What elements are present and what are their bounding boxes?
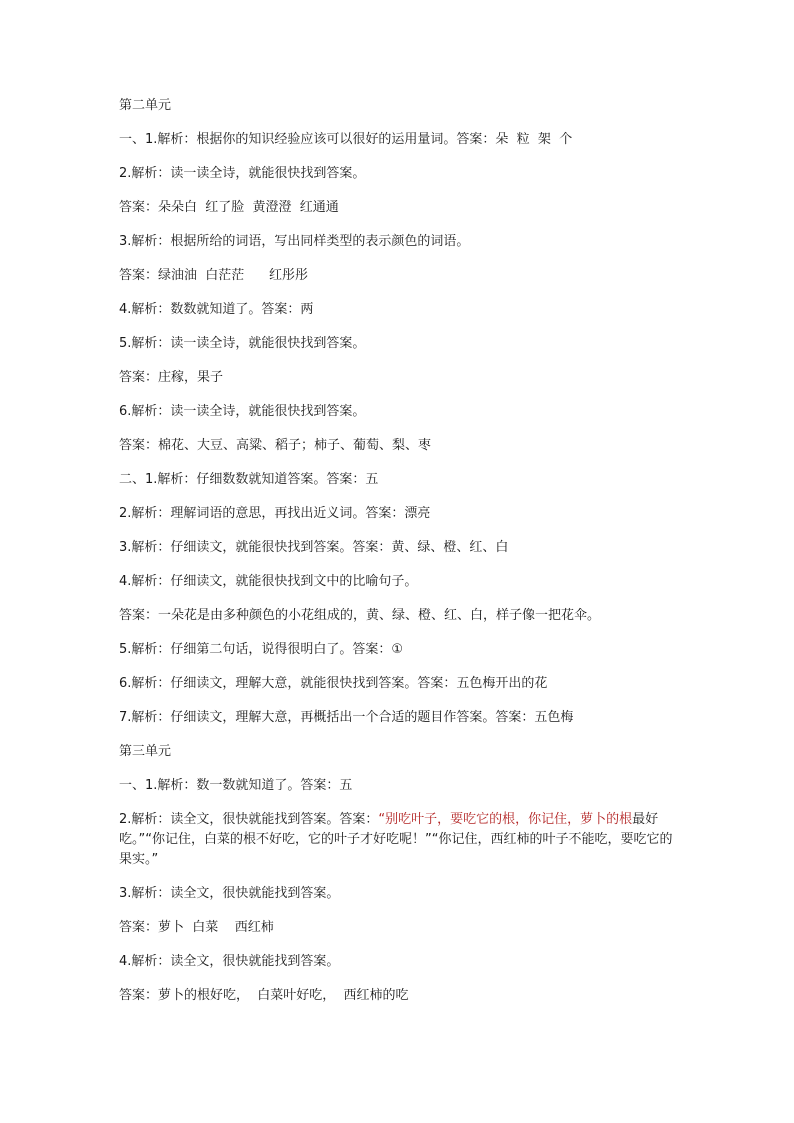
unit2-heading: 第二单元 [119,98,172,113]
unit2-line: 答案：一朵花是由多种颜色的小花组成的，黄、绿、橙、红、白，样子像一把花伞。 [119,608,601,623]
unit2-line: 6.解析：仔细读文，理解大意，就能很快找到答案。答案：五色梅开出的花 [119,676,548,691]
unit2-line: 7.解析：仔细读文，理解大意，再概括出一个合适的题目作答案。答案：五色梅 [119,710,574,725]
unit3-line: 一、1.解析：数一数就知道了。答案：五 [119,778,353,793]
unit3-line: 答案：萝卜的根好吃， 白菜叶好吃， 西红柿的吃 [119,988,409,1003]
unit2-line: 6.解析：读一读全诗，就能很快找到答案。 [119,404,366,419]
unit2-line: 一、1.解析：根据你的知识经验应该可以很好的运用量词。答案：朵 粒 架 个 [119,132,573,147]
unit3-line: 4.解析：读全文，很快就能找到答案。 [119,954,340,969]
unit2-line: 4.解析：仔细读文，就能很快找到文中的比喻句子。 [119,574,418,589]
unit3-q2-quote: “别吃叶子，要吃它的根，你记住，萝卜的根 [378,812,633,827]
unit3-heading: 第三单元 [119,744,172,759]
unit2-line: 答案：庄稼，果子 [119,370,224,385]
unit2-line: 3.解析：根据所给的词语，写出同样类型的表示颜色的词语。 [119,234,470,249]
answer-key-document [119,96,684,1020]
unit2-line: 答案：棉花、大豆、高粱、稻子；柿子、葡萄、梨、枣 [119,438,432,453]
unit2-line: 4.解析：数数就知道了。答案：两 [119,302,314,317]
unit2-line: 2.解析：理解词语的意思，再找出近义词。答案：漂亮 [119,506,431,521]
unit3-line: 答案：萝卜 白菜 西红柿 [119,920,274,935]
unit3-line: 3.解析：读全文，很快就能找到答案。 [119,886,340,901]
unit2-line: 5.解析：读一读全诗，就能很快找到答案。 [119,336,366,351]
unit3-q2-rest: 最好吃。”“你记住，白菜的根不好吃，它的叶子才好吃呢！”“你记住，西红柿的叶子不能吃，要吃它的果实。” [119,812,673,867]
unit2-line: 答案：绿油油 白茫茫 红彤彤 [119,268,309,283]
unit2-line: 2.解析：读一读全诗，就能很快找到答案。 [119,166,366,181]
unit3-q2 [119,810,684,870]
unit2-line: 二、1.解析：仔细数数就知道答案。答案：五 [119,472,379,487]
unit2-line: 3.解析：仔细读文，就能很快找到答案。答案：黄、绿、橙、红、白 [119,540,509,555]
unit2-line: 5.解析：仔细第二句话，说得很明白了。答案：① [119,642,404,657]
unit2-line: 答案：朵朵白 红了脸 黄澄澄 红通通 [119,200,339,215]
unit3-q2-prefix: 2.解析：读全文，很快就能找到答案。答案： [119,812,379,827]
